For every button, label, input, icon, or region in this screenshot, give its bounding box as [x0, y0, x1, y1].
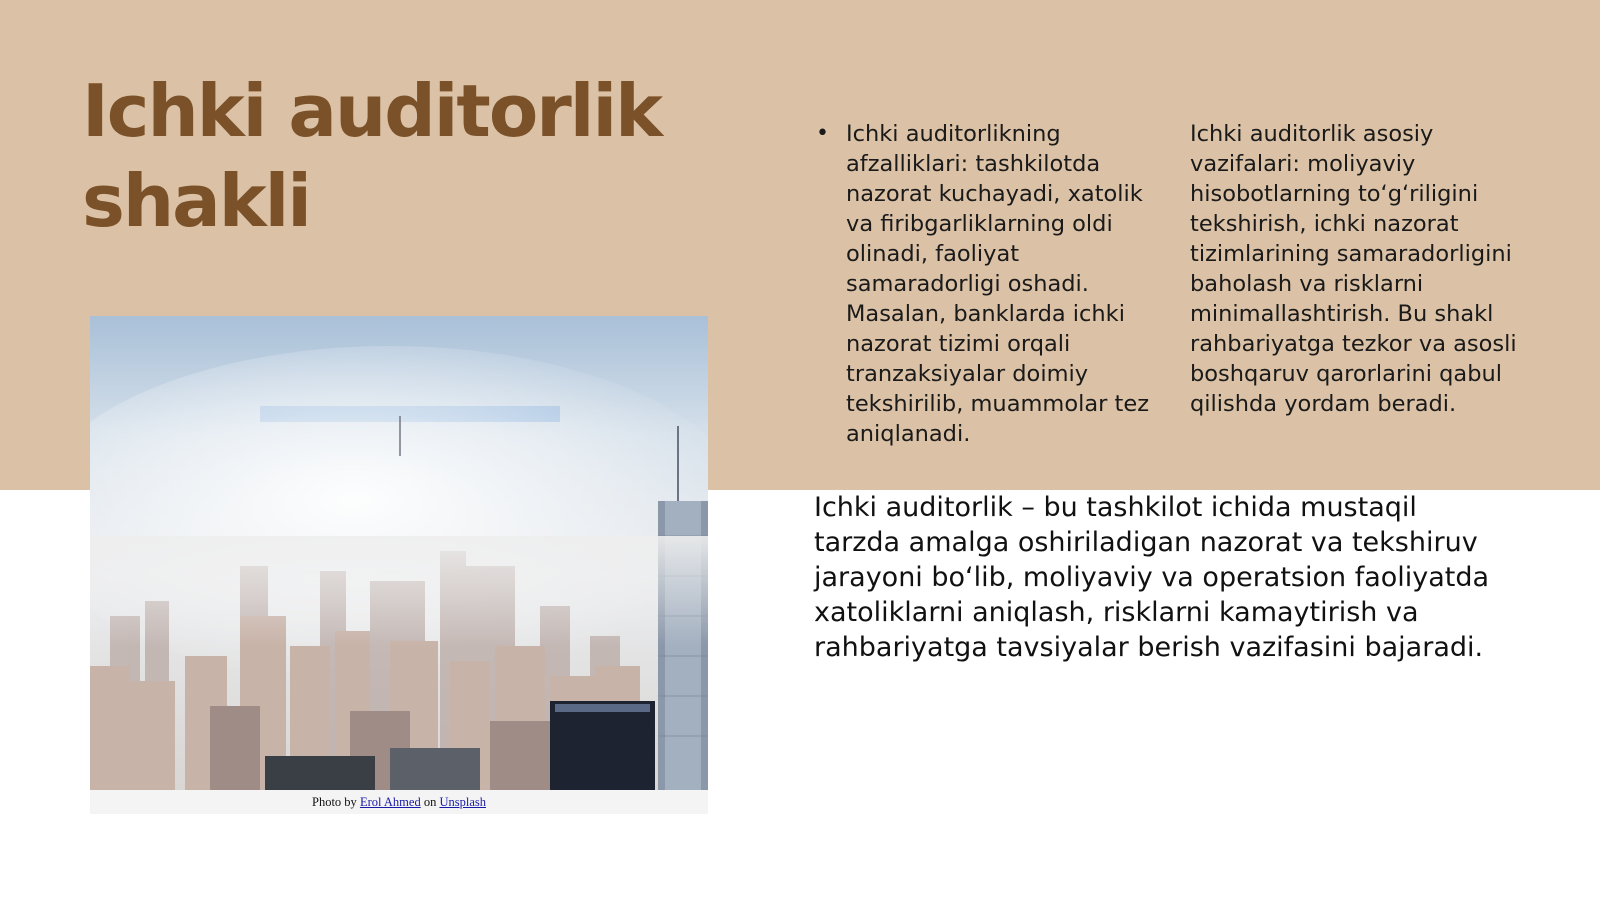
city-skyline-photo — [90, 316, 708, 790]
credit-prefix: Photo by — [312, 795, 357, 809]
credit-middle: on — [423, 795, 437, 809]
slide-title: Ichki auditorlik shakli — [82, 69, 662, 243]
unsplash-link[interactable]: Unsplash — [439, 795, 486, 809]
photo-credit — [90, 790, 708, 814]
text-main-tasks: Ichki auditorlik asosiy vazifalari: moliyaviy hisobotlarning to‘g‘riligini tekshirish, ichki nazorat tizimlarining samaradorligini baholash va risklarni minimallashtirish. Bu shakl rahbariyatga tezkor va asosli boshqaruv qarorlarini qabul qilishda yordam beradi. — [1190, 121, 1517, 417]
photo-author-link[interactable]: Erol Ahmed — [359, 795, 421, 809]
bullet-icon: • — [816, 121, 829, 146]
bullet-text-advantages: Ichki auditorlikning afzalliklari: tashkilotda nazorat kuchayadi, xatolik va firibgarliklarning oldi olinadi, faoliyat samaradorligi oshadi. Masalan, banklarda ichki nazorat tizimi orqali tranzaksiyalar doimiy tekshirilib, muammolar tez aniqlanadi. — [846, 121, 1150, 447]
definition-paragraph: Ichki auditorlik – bu tashkilot ichida mustaqil tarzda amalga oshiriladigan nazorat va tekshiruv jarayoni bo‘lib, moliyaviy va operatsion faoliyatda xatoliklarni aniqlash, risklarni kamaytirish va rahbariyatga tavsiyalar berish vazifasini bajaradi. — [814, 492, 1490, 663]
photo-frame — [90, 316, 708, 814]
